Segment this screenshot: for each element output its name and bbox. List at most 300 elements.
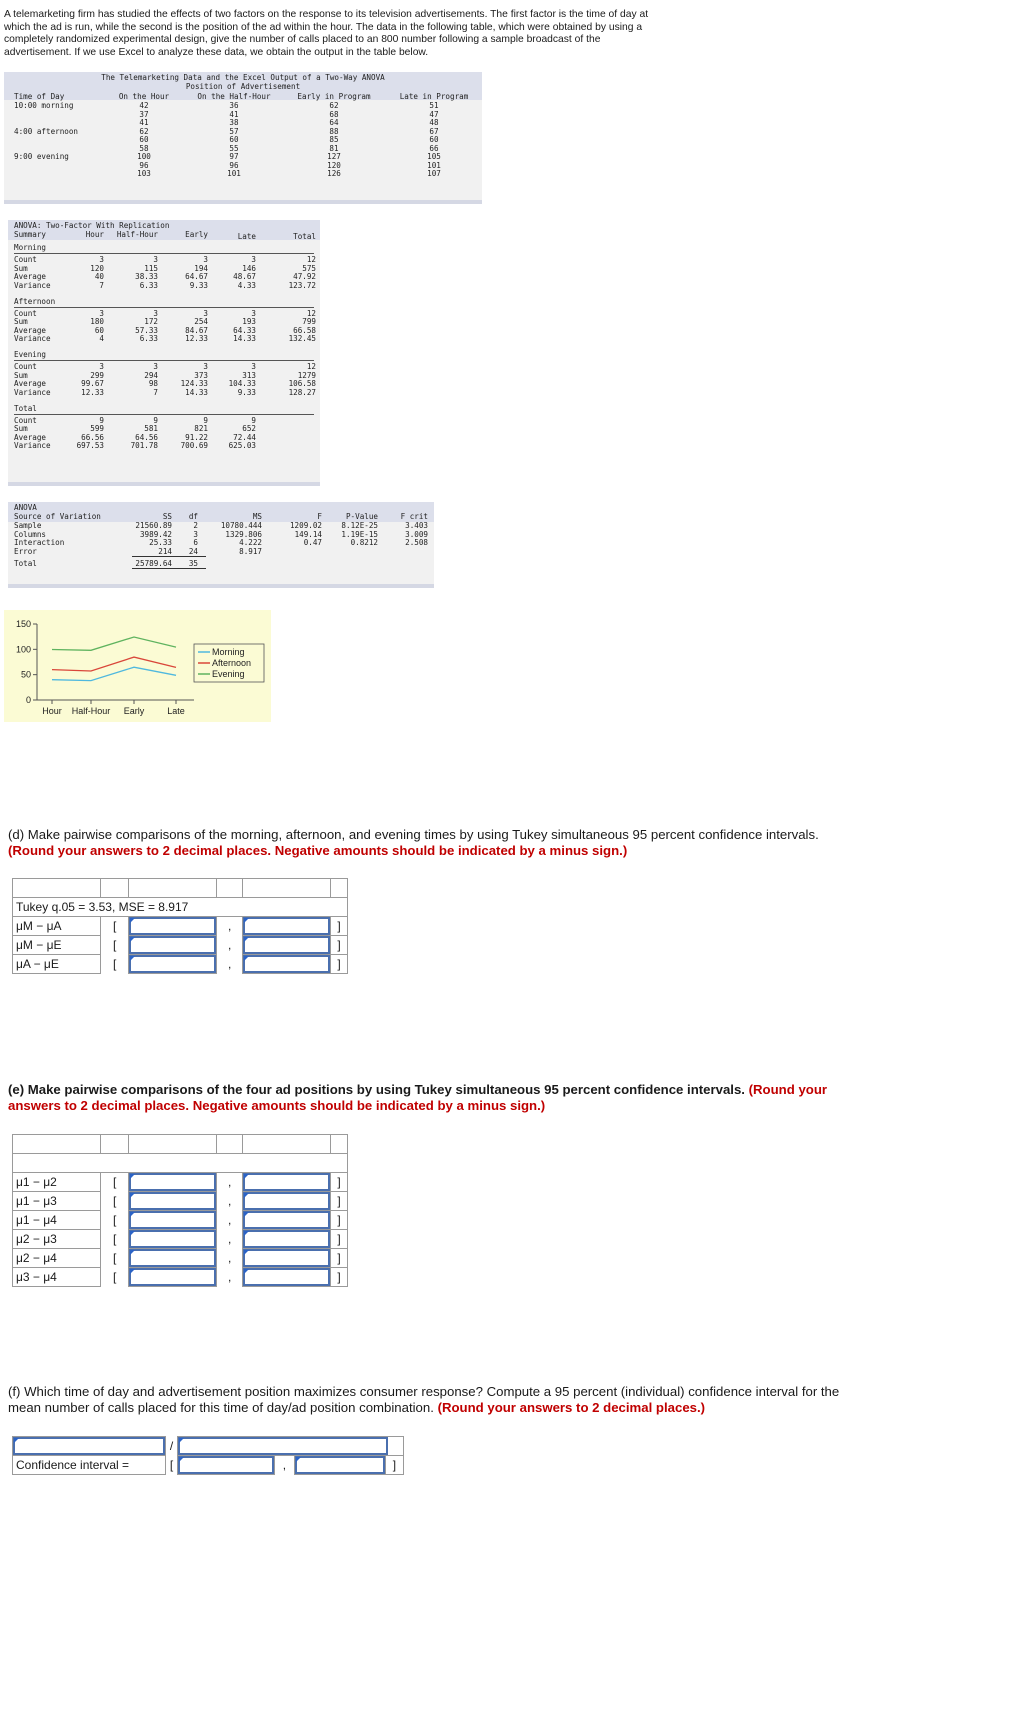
- summary-stat-label: Average: [14, 325, 47, 335]
- open-bracket: [: [112, 1251, 117, 1265]
- summary-cell: 4.33: [237, 280, 256, 290]
- anova-header: df: [188, 512, 198, 521]
- header-cell: [217, 879, 243, 898]
- header-cell: [101, 879, 129, 898]
- data-table-subtitle: Position of Advertisement: [185, 82, 301, 91]
- anova-total-cell: 25789.64: [135, 559, 172, 568]
- group-divider: [14, 253, 314, 254]
- series-line-evening: [52, 637, 176, 650]
- data-cell: 81: [329, 143, 339, 153]
- input-cell: [242, 936, 330, 955]
- summary-cell: 128.27: [288, 387, 316, 397]
- data-cell: 66: [429, 143, 439, 153]
- data-cell: 105: [427, 152, 441, 161]
- open-bracket: [: [112, 1175, 117, 1190]
- interval-upper-input[interactable]: [243, 1249, 330, 1267]
- input-cell: [242, 1192, 330, 1211]
- summary-header: Early: [185, 230, 208, 239]
- part-e-question: [8, 1082, 868, 1113]
- summary-stat-label: Sum: [14, 424, 28, 433]
- summary-cell: 7: [153, 387, 158, 397]
- input-cell: [242, 1211, 330, 1230]
- summary-cell: 3: [153, 308, 158, 318]
- summary-cell: 3: [203, 255, 208, 264]
- summary-cell: 14.33: [233, 334, 256, 343]
- summary-cell: 3: [99, 362, 104, 371]
- data-cell: 103: [137, 169, 151, 178]
- anova-cell: 8.12E-25: [341, 521, 378, 530]
- part-f-note: (Round your answers to 2 decimal places.): [437, 1399, 706, 1415]
- summary-cell: 9: [251, 415, 256, 425]
- anova-cell: 1.19E-15: [341, 529, 378, 539]
- summary-cell: 12: [306, 255, 316, 264]
- close-bracket: ]: [331, 1268, 348, 1287]
- summary-cell: 38.33: [135, 272, 158, 281]
- close-bracket: ]: [331, 1192, 348, 1211]
- summary-cell: 4: [99, 334, 104, 343]
- comma-separator: ,: [227, 1194, 232, 1208]
- comma-separator: ,: [227, 1232, 232, 1246]
- summary-cell: 373: [194, 370, 208, 380]
- anova-cell: 21560.89: [135, 521, 172, 530]
- close-bracket: ]: [385, 1456, 403, 1475]
- comma-separator: ,: [227, 1270, 232, 1284]
- summary-cell: 106.58: [288, 379, 316, 388]
- summary-stat-label: Variance: [14, 441, 51, 450]
- col-header: Early in Program: [297, 92, 371, 101]
- summary-stat-label: Variance: [14, 280, 51, 290]
- anova-header: P-Value: [345, 512, 378, 521]
- interval-upper-input[interactable]: [243, 955, 330, 973]
- summary-stat-label: Count: [14, 255, 37, 264]
- comma-separator: ,: [282, 1458, 287, 1473]
- interval-upper-input[interactable]: [243, 1230, 330, 1248]
- x-tick-label: Early: [123, 706, 145, 716]
- time-of-day-label: 10:00 morning: [14, 101, 74, 110]
- input-cell: [129, 955, 217, 974]
- data-cell: 37: [139, 109, 149, 119]
- group-divider: [14, 414, 314, 415]
- comma-separator: ,: [227, 1175, 232, 1190]
- y-tick-label: 150: [15, 619, 31, 629]
- summary-cell: 146: [242, 263, 256, 273]
- summary-cell: 99.67: [81, 379, 104, 388]
- series-line-morning: [52, 667, 176, 680]
- header-cell: [331, 879, 348, 898]
- data-cell: 48: [429, 118, 439, 127]
- x-tick-label: Half-Hour: [71, 706, 111, 716]
- summary-cell: 799: [302, 317, 316, 326]
- data-cell: 67: [429, 126, 439, 136]
- input-cell: [242, 917, 330, 936]
- interval-upper-input[interactable]: [243, 1268, 330, 1286]
- part-f-prompt: (f) Which time of day and advertisement position maximizes consumer response? Compute a 95 percent (individual) confidence interval for the mean number of calls placed for this time of day/ad position combination.: [8, 1384, 840, 1415]
- open-bracket: [: [169, 1458, 174, 1472]
- interval-lower-input[interactable]: [129, 1173, 216, 1191]
- anova-header: F crit: [400, 512, 428, 521]
- interaction-plot-svg: [4, 610, 271, 722]
- data-cell: 58: [139, 143, 149, 153]
- group-divider: [14, 307, 314, 308]
- anova-source-label: Interaction: [14, 538, 65, 547]
- header-cell: [129, 879, 217, 898]
- input-cell: [129, 1249, 217, 1268]
- interval-lower-input[interactable]: [129, 1268, 216, 1286]
- close-bracket: ]: [331, 936, 348, 955]
- data-cell: 60: [429, 135, 439, 144]
- anova-summary-table: [8, 220, 320, 486]
- input-cell: [129, 1230, 217, 1249]
- comparison-label: μM − μA: [13, 917, 101, 936]
- summary-group-label: Evening: [14, 350, 47, 359]
- data-cell: 38: [229, 118, 239, 127]
- header-cell: [242, 879, 330, 898]
- anova-cell: 149.14: [294, 529, 322, 539]
- comma-separator: ,: [227, 957, 232, 971]
- summary-stat-label: Average: [14, 432, 47, 442]
- anova-title: ANOVA: [14, 503, 37, 512]
- data-cell: 62: [329, 101, 339, 110]
- interval-lower-input[interactable]: [129, 1230, 216, 1248]
- data-cell: 127: [327, 152, 341, 161]
- summary-cell: 64.56: [135, 432, 158, 442]
- anova-cell: 214: [158, 546, 172, 556]
- summary-cell: 193: [242, 317, 256, 326]
- summary-cell: 124.33: [180, 379, 208, 388]
- summary-cell: 7: [99, 280, 104, 290]
- ci-lower-input[interactable]: [178, 1456, 274, 1474]
- data-cell: 51: [429, 101, 439, 110]
- summary-cell: 47.92: [293, 272, 316, 281]
- summary-group-label: Morning: [14, 243, 47, 252]
- problem-intro: A telemarketing firm has studied the effects of two factors on the response to its television advertisements. The first factor is the time of day at which the ad is run, while the second is the position of the ad within the hour. The data in the following table, which were obtained by using a completely randomized experimental design, give the number of calls placed to an 800 number following a sample broadcast of the advertisement. If we use Excel to analyze these data, we obtain the output in the table below.: [4, 9, 649, 58]
- summary-group-label: Total: [14, 403, 37, 413]
- input-cell: [129, 1192, 217, 1211]
- interval-upper-input[interactable]: [243, 1173, 330, 1191]
- total-divider: [132, 556, 206, 557]
- summary-cell: 575: [302, 263, 316, 273]
- ad-position-answer-input[interactable]: [178, 1437, 388, 1455]
- part-d-answer-table: [12, 878, 348, 974]
- anova-cell: 24: [188, 546, 198, 556]
- anova-cell: 0.47: [303, 538, 322, 547]
- telemarketing-data-table: [4, 72, 482, 204]
- summary-cell: 48.67: [233, 272, 256, 281]
- header-cell: [13, 1135, 101, 1154]
- data-cell: 88: [329, 126, 339, 136]
- summary-stat-label: Average: [14, 272, 47, 281]
- legend-label: Morning: [212, 647, 245, 657]
- input-cell: [242, 1249, 330, 1268]
- data-cell: 68: [329, 109, 339, 119]
- comparison-label: μ3 − μ4: [13, 1268, 101, 1287]
- summary-cell: 9.33: [237, 387, 256, 397]
- input-cell: [242, 1268, 330, 1287]
- header-cell: [101, 1135, 129, 1154]
- open-bracket: [: [112, 1194, 117, 1208]
- anova-cell: 1209.02: [289, 521, 322, 530]
- input-cell: [129, 1268, 217, 1287]
- close-bracket: ]: [331, 1230, 348, 1249]
- summary-cell: 821: [194, 424, 208, 433]
- input-cell: [242, 955, 330, 974]
- anova-header: F: [317, 512, 322, 521]
- summary-cell: 14.33: [185, 387, 208, 397]
- anova-source-label: Error: [14, 546, 37, 556]
- summary-stat-label: Variance: [14, 387, 51, 397]
- interval-lower-input[interactable]: [129, 955, 216, 973]
- summary-cell: 64.33: [233, 325, 256, 335]
- summary-cell: 701.78: [130, 441, 158, 450]
- anova-cell: 4.222: [239, 538, 262, 547]
- summary-cell: 313: [242, 370, 256, 380]
- anova-total-label: Total: [14, 559, 37, 568]
- data-cell: 41: [229, 109, 239, 119]
- close-bracket: ]: [331, 955, 348, 974]
- summary-cell: 3: [99, 255, 104, 264]
- open-bracket: [: [112, 938, 117, 952]
- summary-cell: 3: [99, 308, 104, 318]
- series-line-afternoon: [52, 657, 176, 671]
- input-cell: [129, 917, 217, 936]
- summary-cell: 6.33: [139, 280, 158, 290]
- summary-cell: 66.58: [293, 325, 316, 335]
- close-bracket: ]: [331, 1249, 348, 1268]
- summary-cell: 9.33: [189, 280, 208, 290]
- part-d-note: (Round your answers to 2 decimal places. Negative amounts should be indicated by a minus sign.): [8, 842, 628, 858]
- summary-header: Total: [293, 232, 316, 241]
- summary-cell: 40: [94, 272, 104, 281]
- close-bracket: ]: [331, 917, 348, 936]
- close-bracket: ]: [331, 1211, 348, 1230]
- interval-lower-input[interactable]: [129, 936, 216, 954]
- header-cell: [13, 879, 101, 898]
- summary-cell: 652: [242, 424, 256, 433]
- summary-cell: 3: [251, 308, 256, 318]
- time-of-day-answer-input[interactable]: [13, 1437, 165, 1455]
- col-header: On the Half-Hour: [197, 92, 271, 101]
- x-tick-label: Late: [167, 706, 185, 716]
- data-cell: 60: [139, 135, 149, 144]
- time-of-day-label: 4:00 afternoon: [14, 126, 79, 136]
- summary-stat-label: Variance: [14, 334, 51, 343]
- summary-cell: 84.67: [185, 325, 208, 335]
- summary-cell: 98: [148, 379, 158, 388]
- summary-cell: 9: [153, 415, 158, 425]
- anova-cell: 3: [193, 529, 198, 539]
- confidence-interval-label: Confidence interval =: [13, 1456, 166, 1475]
- summary-stat-label: Sum: [14, 317, 28, 326]
- summary-cell: 3: [251, 362, 256, 371]
- anova-table: [8, 502, 434, 588]
- y-tick-label: 100: [15, 644, 31, 655]
- summary-stat-label: Sum: [14, 370, 28, 380]
- header-cell: [331, 1135, 348, 1154]
- data-cell: 62: [139, 126, 149, 136]
- tukey-header: [13, 1154, 348, 1173]
- summary-cell: 3: [153, 255, 158, 264]
- data-cell: 47: [429, 109, 439, 119]
- anova-header: Source of Variation: [14, 512, 101, 521]
- data-cell: 101: [427, 160, 441, 170]
- data-cell: 36: [229, 101, 239, 110]
- summary-cell: 3: [251, 255, 256, 264]
- comparison-label: μ1 − μ3: [13, 1192, 101, 1211]
- summary-header: Summary: [14, 230, 47, 239]
- comparison-label: μM − μE: [13, 936, 101, 955]
- summary-cell: 6.33: [139, 334, 158, 343]
- y-tick-label: 0: [25, 695, 31, 705]
- input-cell: [129, 1173, 217, 1192]
- summary-cell: 3: [203, 362, 208, 371]
- comparison-label: μ2 − μ3: [13, 1230, 101, 1249]
- summary-stat-label: Sum: [14, 263, 28, 273]
- x-tick-label: Hour: [42, 706, 62, 716]
- anova-cell: 3.009: [405, 529, 428, 539]
- summary-cell: 123.72: [288, 280, 316, 290]
- summary-cell: 91.22: [185, 432, 208, 442]
- header-cell: [242, 1135, 330, 1154]
- part-e-prompt: (e) Make pairwise comparisons of the four ad positions by using Tukey simultaneous 95 percent confidence intervals.: [8, 1082, 745, 1097]
- interval-lower-input[interactable]: [129, 1249, 216, 1267]
- part-f-answer-table: [12, 1436, 404, 1475]
- time-of-day-label: 9:00 evening: [14, 152, 69, 161]
- col-header: On the Hour: [118, 92, 170, 101]
- summary-title: ANOVA: Two-Factor With Replication: [14, 221, 170, 230]
- slash-separator: /: [169, 1439, 174, 1453]
- summary-cell: 194: [194, 263, 208, 273]
- anova-cell: 8.917: [239, 546, 262, 556]
- interval-lower-input[interactable]: [129, 1211, 216, 1229]
- data-cell: 100: [137, 152, 151, 161]
- data-cell: 55: [229, 143, 239, 153]
- summary-cell: 115: [144, 263, 158, 273]
- comparison-label: μ1 − μ2: [13, 1173, 101, 1192]
- part-e-answer-table: [12, 1134, 348, 1287]
- summary-cell: 12: [306, 308, 316, 318]
- interaction-plot: [4, 610, 271, 722]
- data-cell: 42: [139, 101, 149, 110]
- input-cell: [242, 1173, 330, 1192]
- open-bracket: [: [112, 1270, 117, 1284]
- open-bracket: [: [112, 1232, 117, 1246]
- ci-upper-input[interactable]: [295, 1456, 385, 1474]
- input-cell: [129, 936, 217, 955]
- summary-stat-label: Average: [14, 379, 47, 388]
- data-cell: 96: [139, 160, 149, 170]
- summary-cell: 625.03: [228, 441, 256, 450]
- y-tick-label: 50: [20, 669, 31, 680]
- summary-stat-label: Count: [14, 362, 37, 371]
- data-cell: 64: [329, 118, 339, 127]
- summary-cell: 72.44: [233, 432, 256, 442]
- part-f-question: [8, 1384, 868, 1415]
- comparison-label: μ1 − μ4: [13, 1211, 101, 1230]
- summary-cell: 12: [306, 362, 316, 371]
- anova-cell: 2: [193, 521, 198, 530]
- summary-cell: 254: [194, 317, 208, 326]
- summary-cell: 104.33: [228, 379, 256, 388]
- data-cell: 96: [229, 160, 239, 170]
- header-cell: [217, 1135, 243, 1154]
- summary-cell: 1279: [297, 370, 316, 380]
- summary-cell: 3: [203, 308, 208, 318]
- data-cell: 126: [327, 169, 341, 178]
- anova-header: SS: [162, 512, 172, 521]
- anova-cell: 25.33: [149, 538, 172, 547]
- summary-cell: 294: [144, 370, 158, 380]
- col-header: Time of Day: [14, 92, 65, 101]
- data-cell: 57: [229, 126, 239, 136]
- tukey-header: Tukey q.05 = 3.53, MSE = 8.917: [13, 898, 348, 917]
- part-e-note: (Round your answers to 2 decimal places. Negative amounts should be indicated by a minus sign.): [8, 1082, 828, 1113]
- interval-lower-input[interactable]: [129, 1192, 216, 1210]
- group-divider: [14, 360, 314, 361]
- summary-cell: 12.33: [185, 334, 208, 343]
- interval-upper-input[interactable]: [243, 1192, 330, 1210]
- summary-cell: 66.56: [81, 432, 104, 442]
- comma-separator: ,: [227, 1213, 232, 1227]
- comparison-label: μ2 − μ4: [13, 1249, 101, 1268]
- anova-cell: 10780.444: [220, 521, 262, 530]
- col-header: Late in Program: [399, 92, 469, 101]
- open-bracket: [: [112, 919, 117, 934]
- anova-source-label: Sample: [14, 521, 42, 530]
- data-cell: 107: [427, 169, 441, 178]
- close-bracket: ]: [331, 1173, 348, 1192]
- input-cell: [129, 1211, 217, 1230]
- interval-lower-input[interactable]: [129, 917, 216, 935]
- comma-separator: ,: [227, 919, 232, 934]
- legend-label: Evening: [212, 669, 245, 679]
- legend-label: Afternoon: [212, 658, 252, 668]
- comma-separator: ,: [227, 1251, 232, 1265]
- part-d-question: [8, 827, 868, 858]
- data-cell: 101: [227, 169, 241, 178]
- anova-header: MS: [252, 512, 262, 521]
- header-cell: [129, 1135, 217, 1154]
- data-cell: 85: [329, 135, 339, 144]
- summary-group-label: Afternoon: [14, 296, 56, 306]
- summary-stat-label: Count: [14, 415, 37, 425]
- anova-cell: 3989.42: [139, 529, 172, 539]
- data-cell: 60: [229, 135, 239, 144]
- summary-header: Late: [237, 232, 256, 241]
- summary-cell: 3: [153, 362, 158, 371]
- summary-cell: 60: [94, 325, 104, 335]
- interval-upper-input[interactable]: [243, 936, 330, 954]
- anova-cell: 1329.806: [225, 529, 262, 539]
- summary-cell: 581: [144, 424, 158, 433]
- data-cell: 41: [139, 118, 149, 127]
- interval-upper-input[interactable]: [243, 917, 330, 935]
- summary-header: Hour: [85, 230, 104, 239]
- interval-upper-input[interactable]: [243, 1211, 330, 1229]
- summary-cell: 180: [90, 317, 104, 326]
- summary-stat-label: Count: [14, 308, 37, 318]
- summary-cell: 599: [90, 424, 104, 433]
- summary-cell: 57.33: [135, 325, 158, 335]
- summary-cell: 12.33: [81, 387, 104, 397]
- open-bracket: [: [112, 957, 117, 971]
- data-cell: 97: [229, 152, 239, 161]
- summary-cell: 9: [99, 415, 104, 425]
- input-cell: [242, 1230, 330, 1249]
- summary-cell: 700.69: [180, 441, 208, 450]
- anova-source-label: Columns: [14, 529, 47, 539]
- summary-cell: 132.45: [288, 334, 316, 343]
- anova-cell: 2.508: [405, 538, 428, 547]
